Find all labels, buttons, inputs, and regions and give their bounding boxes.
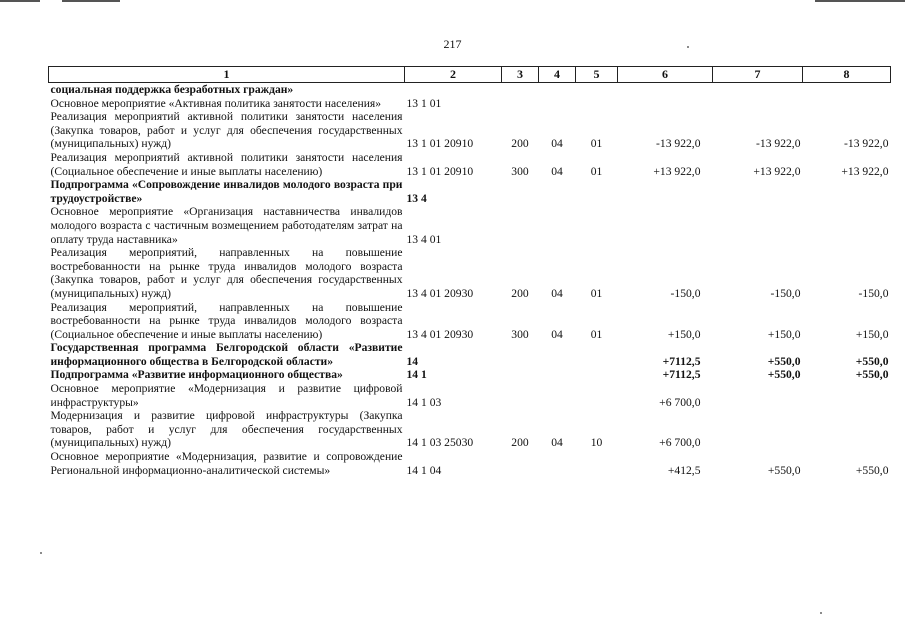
row-name-cell: Реализация мероприятий, направленных на повышение востребованности на рынке труда инвалидов молодого возраста (Социальное обеспечение и иные выплаты населению) [50,300,403,341]
expense-type-cell [502,83,539,97]
budget-code-cell: 14 1 03 25030 [406,436,474,450]
row-name-cell: Основное мероприятие «Организация наставничества инвалидов молодого возраста с частичным возмещением работодателям затрат на оплату труда наставника» [50,205,403,246]
table-row [49,368,891,382]
row-name-cell: Подпрограмма «Развитие информационного общества» [50,368,343,382]
amount-col7-cell: +550,0 [767,368,801,382]
expense-type-cell: 200 [511,286,529,300]
column-header-7: 7 [713,67,803,83]
expense-type-cell [502,97,539,111]
amount-col8-cell: +550,0 [855,463,889,477]
budget-code-cell: 14 1 03 [406,395,442,409]
amount-col6-cell: +6 700,0 [659,395,701,409]
amount-col8-cell [803,83,891,97]
expense-type-cell [502,205,539,246]
section-cell [539,450,576,477]
amount-col7-cell [713,205,803,246]
amount-col8-cell [803,178,891,205]
budget-code-cell: 13 4 01 20930 [406,286,474,300]
subsection-cell: 01 [590,286,603,300]
amount-col7-cell: +550,0 [767,354,801,368]
amount-col6-cell: +7112,5 [662,368,701,382]
subsection-cell [576,382,618,409]
budget-code-cell: 13 1 01 20910 [406,164,474,178]
amount-col6-cell [618,178,713,205]
section-cell [539,382,576,409]
subsection-cell [576,450,618,477]
budget-code-cell: 13 4 [406,191,427,205]
table-row [49,97,891,111]
expense-type-cell: 200 [511,137,529,151]
column-header-4: 4 [539,67,576,83]
amount-col8-cell [803,205,891,246]
expense-type-cell [502,382,539,409]
row-name-cell: Реализация мероприятий, направленных на повышение востребованности на рынке труда инвалидов молодого возраста (Закупка товаров, работ и услуг для обеспечения государственных (муниципальных) нужд) [50,246,403,300]
expense-type-cell [502,178,539,205]
budget-code-cell: 14 1 [406,368,427,382]
top-edge-rule-right [815,0,905,2]
row-name-cell: Государственная программа Белгородской области «Развитие информационного общества в Белгородской области» [50,341,403,368]
amount-col6-cell [618,97,713,111]
section-cell [539,178,576,205]
amount-col7-cell [713,97,803,111]
table-row [49,409,891,450]
amount-col7-cell: +150,0 [767,327,801,341]
amount-col6-cell [618,83,713,97]
expense-type-cell [502,450,539,477]
subsection-cell: 10 [590,436,603,450]
subsection-cell [576,178,618,205]
table-row [49,110,891,151]
amount-col6-cell: -13 922,0 [656,137,701,151]
subsection-cell [576,205,618,246]
table-row [49,83,891,97]
budget-code-cell: 14 [406,354,419,368]
column-header-8: 8 [803,67,891,83]
table-row [49,205,891,246]
section-cell [539,83,576,97]
scan-speck [820,612,822,614]
section-cell: 04 [551,137,563,151]
amount-col7-cell [713,409,803,450]
amount-col8-cell [803,97,891,111]
row-name-cell: Модернизация и развитие цифровой инфраструктуры (Закупка товаров, работ и услуг для обеспечения государственных (муниципальных) нужд) [50,409,403,450]
table-row [49,341,891,368]
section-cell [539,205,576,246]
table-header [49,67,891,83]
budget-code-cell: 13 4 01 [406,232,442,246]
section-cell: 04 [551,164,563,178]
row-name-cell: Основное мероприятие «Модернизация, развитие и сопровождение Региональной информационно-аналитической системы» [50,450,403,477]
amount-col6-cell: +412,5 [667,463,701,477]
budget-table [48,66,891,477]
expense-type-cell [502,368,539,382]
amount-col7-cell [713,178,803,205]
amount-col8-cell [803,409,891,450]
section-cell [539,368,576,382]
column-header-1: 1 [49,67,405,83]
row-name-cell: Основное мероприятие «Модернизация и развитие цифровой инфраструктуры» [50,382,403,409]
expense-type-cell [502,341,539,368]
amount-col8-cell: +550,0 [855,368,889,382]
column-header-5: 5 [576,67,618,83]
amount-col7-cell: +13 922,0 [753,164,801,178]
subsection-cell [576,83,618,97]
amount-col6-cell: +150,0 [667,327,701,341]
budget-code-cell: 13 1 01 [406,96,442,110]
table-row [49,151,891,178]
row-name-cell: Подпрограмма «Сопровождение инвалидов молодого возраста при трудоустройстве» [50,178,403,205]
subsection-cell: 01 [590,327,603,341]
row-name-cell: социальная поддержка безработных граждан» [50,83,294,96]
subsection-cell [576,97,618,111]
amount-col6-cell: +13 922,0 [653,164,701,178]
section-cell: 04 [551,436,563,450]
scan-speck [40,552,42,554]
expense-type-cell: 200 [511,436,529,450]
amount-col8-cell [803,382,891,409]
budget-code-cell [405,83,502,97]
table-row [49,301,891,342]
top-edge-rule-mid [62,0,120,2]
budget-code-cell: 13 1 01 20910 [406,137,474,151]
amount-col7-cell: +550,0 [767,463,801,477]
amount-col7-cell [713,382,803,409]
section-cell [539,97,576,111]
row-name-cell: Реализация мероприятий активной политики занятости населения (Социальное обеспечение и иные выплаты населению) [50,150,403,178]
page-number: 217 [443,37,462,51]
section-cell: 04 [551,327,563,341]
section-cell [539,341,576,368]
amount-col7-cell: -150,0 [770,286,801,300]
header-row [49,67,891,83]
amount-col6-cell [618,205,713,246]
amount-col7-cell [713,83,803,97]
column-header-6: 6 [618,67,713,83]
amount-col6-cell: +7112,5 [662,354,701,368]
expense-type-cell: 300 [511,327,529,341]
amount-col6-cell: +6 700,0 [659,436,701,450]
amount-col8-cell: +550,0 [855,354,889,368]
column-header-3: 3 [502,67,539,83]
amount-col7-cell: -13 922,0 [756,137,801,151]
column-header-2: 2 [405,67,502,83]
row-name-cell: Основное мероприятие «Активная политика занятости населения» [50,96,382,110]
table-row [49,178,891,205]
table-row [49,382,891,409]
subsection-cell: 01 [590,137,603,151]
section-cell: 04 [551,286,563,300]
budget-code-cell: 14 1 04 [406,463,442,477]
top-edge-rule-left [0,0,40,2]
amount-col8-cell: -13 922,0 [844,137,889,151]
subsection-cell [576,341,618,368]
subsection-cell: 01 [590,164,603,178]
budget-code-cell: 13 4 01 20930 [406,327,474,341]
table-row [49,246,891,300]
expense-type-cell: 300 [511,164,529,178]
amount-col6-cell: -150,0 [670,286,701,300]
table-body [49,83,891,478]
subsection-cell [576,368,618,382]
amount-col8-cell: +150,0 [855,327,889,341]
row-name-cell: Реализация мероприятий активной политики занятости населения (Закупка товаров, работ и услуг для обеспечения государственных (муниципальных) нужд) [50,110,403,151]
amount-col8-cell: +13 922,0 [841,164,889,178]
table-row [49,450,891,477]
amount-col8-cell: -150,0 [858,286,889,300]
